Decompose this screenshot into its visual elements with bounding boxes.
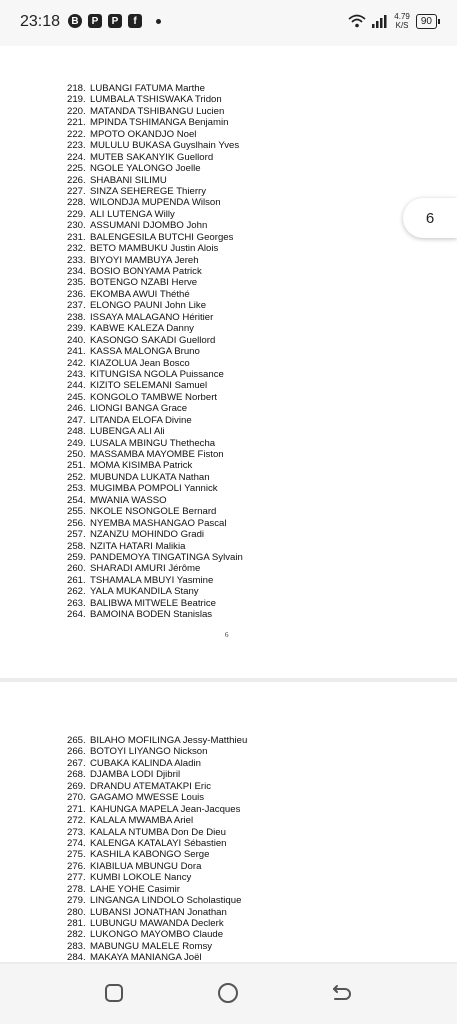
- clock: 23:18: [20, 13, 61, 30]
- entry-number: 266.: [67, 746, 86, 758]
- list-item: [67, 827, 247, 838]
- entry-number: 282.: [67, 929, 86, 941]
- entry-name: BAMOINA BODEN Stanislas: [90, 609, 213, 621]
- entry-number: 221.: [67, 117, 86, 129]
- home-icon: [217, 982, 239, 1004]
- list-item: [67, 312, 243, 323]
- entry-number: 240.: [67, 334, 86, 346]
- wifi-icon: [348, 14, 366, 28]
- entry-number: 255.: [67, 506, 86, 518]
- home-button[interactable]: [216, 981, 240, 1005]
- entry-number: 276.: [67, 860, 86, 872]
- list-item: [67, 438, 243, 449]
- list-item: [67, 323, 243, 334]
- entry-name: MASSAMBA MAYOMBE Fiston: [90, 449, 224, 460]
- battery-indicator: 90: [416, 14, 437, 29]
- entry-name: KAHUNGA MAPELA Jean-Jacques: [90, 803, 241, 815]
- list-item: [67, 335, 243, 346]
- list-item: [67, 861, 247, 872]
- entry-number: 284.: [67, 952, 86, 964]
- list-item: [67, 849, 247, 860]
- entry-number: 228.: [67, 197, 86, 209]
- entry-number: 249.: [67, 437, 86, 449]
- list-item: [67, 117, 243, 128]
- entry-name: MUTEB SAKANYIK Guellord: [90, 151, 214, 163]
- entry-number: 248.: [67, 426, 86, 438]
- entry-number: 231.: [67, 231, 86, 243]
- entry-name: NZANZU MOHINDO Gradi: [90, 529, 205, 541]
- entry-number: 241.: [67, 346, 86, 358]
- list-item: [67, 941, 247, 952]
- entry-number: 218.: [67, 83, 86, 94]
- entry-number: 253.: [67, 483, 86, 495]
- entry-name: BOSIO BONYAMA Patrick: [90, 266, 202, 277]
- entry-name: BETO MAMBUKU Justin Alois: [90, 243, 219, 255]
- entry-name: KIAZOLUA Jean Bosco: [90, 357, 190, 369]
- list-item: [67, 209, 243, 220]
- entry-name: MOMA KISIMBA Patrick: [90, 460, 193, 472]
- entry-number: 270.: [67, 792, 86, 804]
- entry-name: GAGAMO MWESSE Louis: [90, 792, 205, 804]
- entry-name: MUGIMBA POMPOLI Yannick: [90, 483, 218, 495]
- list-item: [67, 380, 243, 391]
- entry-name: ISSAYA MALAGANO Héritier: [90, 311, 214, 323]
- entry-name: KASSA MALONGA Bruno: [90, 346, 200, 358]
- entry-name: KALENGA KATALAYI Sébastien: [90, 837, 227, 849]
- entry-number: 243.: [67, 368, 86, 380]
- entry-number: 247.: [67, 414, 86, 426]
- entry-number: 238.: [67, 311, 86, 323]
- entry-number: 233.: [67, 254, 86, 266]
- list-item: [67, 152, 243, 163]
- entry-name: KALALA NTUMBA Don De Dieu: [90, 826, 226, 838]
- list-item: [67, 83, 243, 94]
- list-item: [67, 838, 247, 849]
- entry-name: LITANDA ELOFA Divine: [90, 414, 192, 426]
- entry-name: LUMBALA TSHISWAKA Tridon: [90, 94, 222, 106]
- list-item: [67, 175, 243, 186]
- list-item: [67, 758, 247, 769]
- entry-number: 265.: [67, 735, 86, 746]
- entry-number: 261.: [67, 574, 86, 586]
- entry-name: MULULU BUKASA Guyslhain Yves: [90, 140, 240, 152]
- entry-name: NZITA HATARI Malikia: [90, 540, 186, 552]
- app-notification-icon: P: [88, 14, 102, 28]
- entry-number: 237.: [67, 300, 86, 312]
- entry-number: 264.: [67, 609, 86, 621]
- entry-number: 269.: [67, 780, 86, 792]
- navigation-bar: [0, 964, 457, 1024]
- page-number-indicator[interactable]: 6: [403, 198, 457, 238]
- entry-name: LUBENGA ALI Ali: [90, 426, 165, 438]
- entry-name: BIYOYI MAMBUYA Jereh: [90, 254, 199, 266]
- entry-name: BOTENGO NZABI Herve: [90, 277, 198, 289]
- entry-number: 268.: [67, 769, 86, 781]
- entry-name: LUBUNGU MAWANDA Declerk: [90, 918, 224, 929]
- list-item: [67, 289, 243, 300]
- list-item: [67, 483, 243, 494]
- entry-name: KALALA MWAMBA Ariel: [90, 815, 194, 827]
- list-item: [67, 918, 247, 929]
- list-item: [67, 529, 243, 540]
- list-item: [67, 552, 243, 563]
- app-notification-icon: B: [68, 14, 82, 28]
- list-item: [67, 277, 243, 288]
- entry-name: LUBANGI FATUMA Marthe: [90, 83, 205, 94]
- entry-name: WILONDJA MUPENDA Wilson: [90, 197, 221, 209]
- entry-name: MUBUNDA LUKATA Nathan: [90, 471, 210, 483]
- list-item: [67, 197, 243, 208]
- entry-name: KIABILUA MBUNGU Dora: [90, 860, 202, 872]
- entry-name: LUBANSI JONATHAN Jonathan: [90, 906, 227, 918]
- entry-name: KIZITO SELEMANI Samuel: [90, 380, 208, 392]
- name-list: [67, 735, 247, 964]
- list-item: [67, 94, 243, 105]
- facebook-icon: f: [128, 14, 142, 28]
- back-icon: [331, 982, 353, 1004]
- entry-name: BILAHO MOFILINGA Jessy-Matthieu: [90, 735, 248, 746]
- entry-name: DJAMBA LODI Djibril: [90, 769, 181, 781]
- list-item: [67, 220, 243, 231]
- entry-name: ASSUMANI DJOMBO John: [90, 220, 208, 232]
- document-page: [0, 46, 457, 678]
- entry-name: ALI LUTENGA Willy: [90, 208, 175, 220]
- entry-number: 251.: [67, 460, 86, 472]
- list-item: [67, 460, 243, 471]
- entry-name: NKOLE NSONGOLE Bernard: [90, 506, 217, 518]
- entry-number: 236.: [67, 288, 86, 300]
- list-item: [67, 449, 243, 460]
- entry-number: 225.: [67, 163, 86, 175]
- entry-number: 246.: [67, 403, 86, 415]
- list-item: [67, 129, 243, 140]
- list-item: [67, 598, 243, 609]
- list-item: [67, 243, 243, 254]
- entry-number: 232.: [67, 243, 86, 255]
- entry-name: SHARADI AMURI Jérôme: [90, 563, 201, 575]
- list-item: [67, 472, 243, 483]
- entry-name: KITUNGISA NGOLA Puissance: [90, 368, 224, 380]
- entry-number: 277.: [67, 872, 86, 884]
- entry-name: LIONGI BANGA Grace: [90, 403, 188, 415]
- list-item: [67, 575, 243, 586]
- list-item: [67, 746, 247, 757]
- more-notifications-icon: [156, 19, 161, 24]
- document-page: [0, 682, 457, 962]
- entry-number: 239.: [67, 323, 86, 335]
- list-item: [67, 563, 243, 574]
- entry-number: 222.: [67, 128, 86, 140]
- entry-name: MATANDA TSHIBANGU Lucien: [90, 105, 225, 117]
- entry-name: CUBAKA KALINDA Aladin: [90, 757, 201, 769]
- list-item: [67, 872, 247, 883]
- list-item: [67, 609, 243, 620]
- list-item: [67, 255, 243, 266]
- entry-number: 223.: [67, 140, 86, 152]
- entry-name: KASONGO SAKADI Guellord: [90, 334, 216, 346]
- entry-name: SHABANI SILIMU: [90, 174, 167, 186]
- list-item: [67, 415, 243, 426]
- entry-name: NGOLE YALONGO Joelle: [90, 163, 201, 175]
- list-item: [67, 300, 243, 311]
- entry-name: LUKONGO MAYOMBO Claude: [90, 929, 224, 941]
- entry-name: BALIBWA MITWELE Beatrice: [90, 597, 216, 609]
- list-item: [67, 815, 247, 826]
- list-item: [67, 929, 247, 940]
- list-item: [67, 952, 247, 963]
- recents-button[interactable]: [102, 981, 126, 1005]
- list-item: [67, 140, 243, 151]
- entry-number: 263.: [67, 597, 86, 609]
- list-item: [67, 907, 247, 918]
- entry-name: BOTOYI LIYANGO Nickson: [90, 746, 208, 758]
- entry-name: MAKAYA MANIANGA Joël: [90, 952, 202, 964]
- entry-name: MWANIA WASSO: [90, 494, 167, 506]
- entry-number: 279.: [67, 895, 86, 907]
- list-item: [67, 495, 243, 506]
- entry-number: 278.: [67, 883, 86, 895]
- entry-name: MPOTO OKANDJO Noel: [90, 128, 197, 140]
- entry-name: ELONGO PAUNI John Like: [90, 300, 207, 312]
- entry-number: 275.: [67, 849, 86, 861]
- name-list: [67, 83, 243, 621]
- list-item: [67, 769, 247, 780]
- entry-number: 283.: [67, 940, 86, 952]
- list-item: [67, 518, 243, 529]
- entry-number: 254.: [67, 494, 86, 506]
- entry-number: 260.: [67, 563, 86, 575]
- entry-name: NYEMBA MASHANGAO Pascal: [90, 517, 227, 529]
- entry-number: 230.: [67, 220, 86, 232]
- entry-name: KASHILA KABONGO Serge: [90, 849, 210, 861]
- entry-number: 234.: [67, 266, 86, 277]
- entry-number: 280.: [67, 906, 86, 918]
- list-item: [67, 426, 243, 437]
- entry-number: 219.: [67, 94, 86, 106]
- list-item: [67, 506, 243, 517]
- entry-number: 257.: [67, 529, 86, 541]
- list-item: [67, 232, 243, 243]
- entry-number: 256.: [67, 517, 86, 529]
- list-item: [67, 163, 243, 174]
- entry-name: MABUNGU MALELE Romsy: [90, 940, 213, 952]
- entry-number: 245.: [67, 391, 86, 403]
- entry-number: 274.: [67, 837, 86, 849]
- entry-number: 224.: [67, 151, 86, 163]
- notification-icons: [68, 14, 161, 28]
- list-item: [67, 586, 243, 597]
- entry-number: 267.: [67, 757, 86, 769]
- app-notification-icon: P: [108, 14, 122, 28]
- entry-name: TSHAMALA MBUYI Yasmine: [90, 574, 214, 586]
- list-item: [67, 346, 243, 357]
- list-item: [67, 186, 243, 197]
- entry-name: LINGANGA LINDOLO Scholastique: [90, 895, 242, 907]
- entry-name: KONGOLO TAMBWE Norbert: [90, 391, 218, 403]
- list-item: [67, 884, 247, 895]
- entry-name: KUMBI LOKOLE Nancy: [90, 872, 192, 884]
- list-item: [67, 369, 243, 380]
- entry-number: 227.: [67, 185, 86, 197]
- entry-name: EKOMBA AWUI Théthé: [90, 288, 190, 300]
- list-item: [67, 804, 247, 815]
- status-bar: [0, 0, 457, 46]
- list-item: [67, 358, 243, 369]
- entry-name: PANDEMOYA TINGATINGA Sylvain: [90, 551, 243, 563]
- list-item: [67, 792, 247, 803]
- entry-number: 229.: [67, 208, 86, 220]
- entry-name: MPINDA TSHIMANGA Benjamin: [90, 117, 229, 129]
- entry-number: 242.: [67, 357, 86, 369]
- page-footer-number: 6: [225, 631, 229, 639]
- recents-icon: [104, 983, 124, 1003]
- entry-name: KABWE KALEZA Danny: [90, 323, 194, 335]
- entry-name: SINZA SEHEREGE Thierry: [90, 185, 207, 197]
- list-item: [67, 106, 243, 117]
- entry-number: 220.: [67, 105, 86, 117]
- list-item: [67, 781, 247, 792]
- signal-icon: [372, 14, 388, 28]
- list-item: [67, 403, 243, 414]
- back-button[interactable]: [330, 981, 354, 1005]
- entry-number: 273.: [67, 826, 86, 838]
- entry-name: YALA MUKANDILA Stany: [90, 586, 199, 598]
- network-speed: 4.79 K/S: [394, 12, 410, 30]
- entry-number: 252.: [67, 471, 86, 483]
- entry-name: LUSALA MBINGU Thethecha: [90, 437, 216, 449]
- entry-name: BALENGESILA BUTCHI Georges: [90, 231, 234, 243]
- list-item: [67, 266, 243, 277]
- system-icons: [348, 12, 437, 30]
- entry-number: 244.: [67, 380, 86, 392]
- list-item: [67, 541, 243, 552]
- entry-number: 262.: [67, 586, 86, 598]
- entry-number: 258.: [67, 540, 86, 552]
- entry-number: 271.: [67, 803, 86, 815]
- entry-name: DRANDU ATEMATAKPI Eric: [90, 780, 211, 792]
- list-item: [67, 392, 243, 403]
- entry-number: 272.: [67, 815, 86, 827]
- entry-number: 235.: [67, 277, 86, 289]
- entry-number: 281.: [67, 918, 86, 929]
- entry-number: 250.: [67, 449, 86, 460]
- entry-number: 226.: [67, 174, 86, 186]
- entry-number: 259.: [67, 551, 86, 563]
- list-item: [67, 895, 247, 906]
- entry-name: LAHE YOHE Casimir: [90, 883, 180, 895]
- list-item: [67, 735, 247, 746]
